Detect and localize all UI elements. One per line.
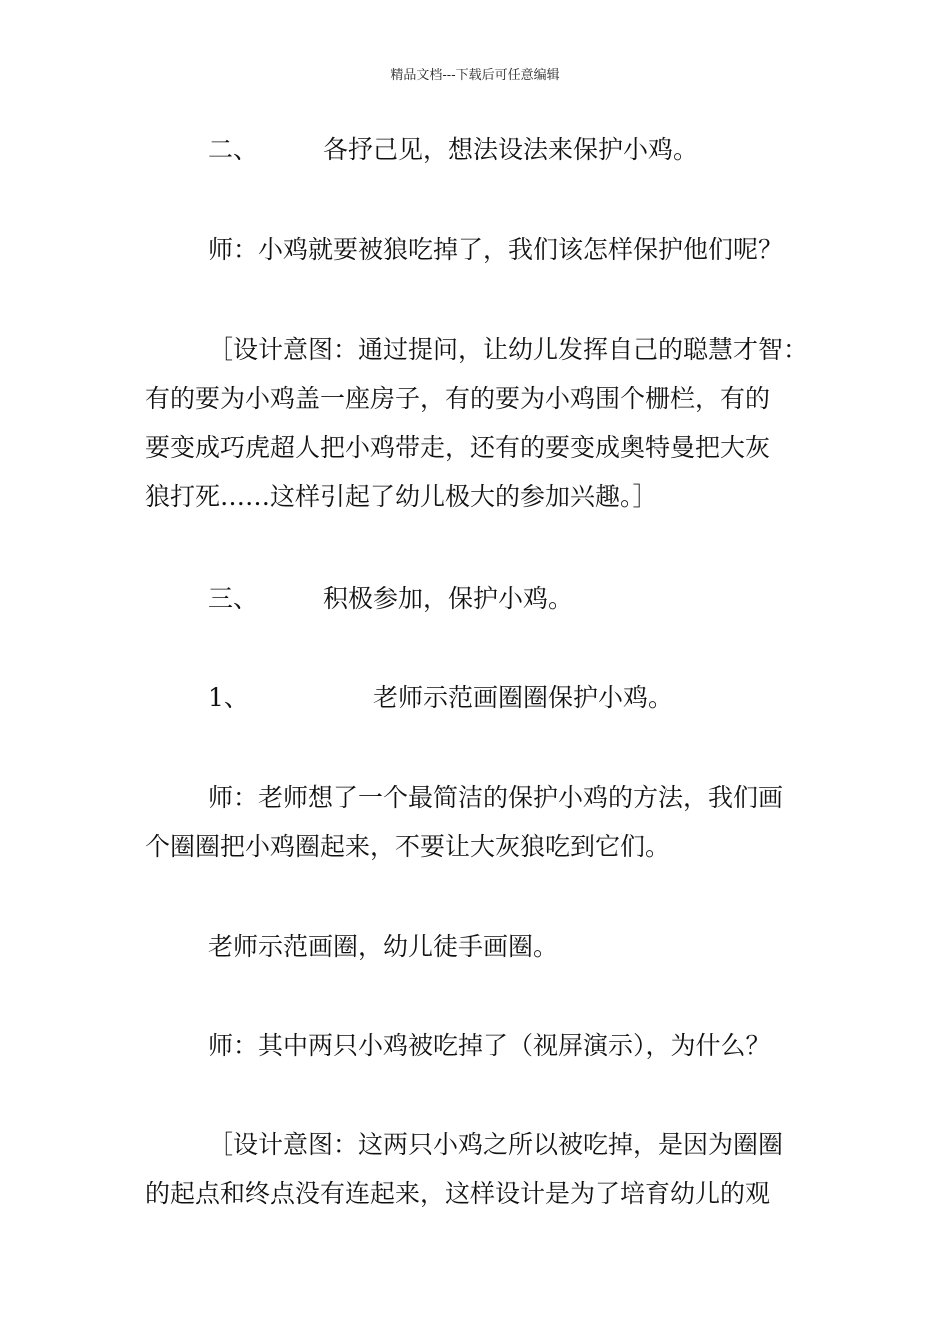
section-number: 三、 <box>208 584 259 613</box>
paragraph-line: ［设计意图：这两只小鸡之所以被吃掉，是因为圈圈 <box>208 1130 784 1159</box>
paragraph-line: 要变成巧虎超人把小鸡带走，还有的要变成奥特曼把大灰 <box>145 433 771 462</box>
section-heading-2 <box>208 126 898 174</box>
subsection-heading-1 <box>208 674 898 722</box>
paragraph-line: ［设计意图：通过提问，让幼儿发挥自己的聪慧才智： <box>208 335 809 364</box>
paragraph-line: 有的要为小鸡盖一座房子，有的要为小鸡围个栅栏，有的 <box>145 384 771 413</box>
paragraph-line: 狼打死……这样引起了幼儿极大的参加兴趣。］ <box>145 482 658 511</box>
paragraph-question-2: 师：其中两只小鸡被吃掉了（视屏演示），为什么？ <box>208 1031 771 1060</box>
paragraph-question: 师：小鸡就要被狼吃掉了，我们该怎样保护他们呢？ <box>208 235 784 264</box>
paragraph-demo: 老师示范画圈，幼儿徒手画圈。 <box>208 932 559 961</box>
paragraph-line: 师：老师想了一个最简洁的保护小鸡的方法，我们画 <box>208 783 784 812</box>
page-header: 精品文档---下载后可任意编辑 <box>390 68 560 83</box>
paragraph-line: 的起点和终点没有连起来，这样设计是为了培育幼儿的观 <box>145 1179 771 1208</box>
subsection-title: 老师示范画圈圈保护小鸡。 <box>373 683 674 712</box>
section-heading-3 <box>208 575 898 623</box>
paragraph-line: 个圈圈把小鸡圈起来，不要让大灰狼吃到它们。 <box>145 832 671 861</box>
section-number: 二、 <box>208 135 259 164</box>
section-title: 各抒己见，想法设法来保护小鸡。 <box>323 135 699 164</box>
section-title: 积极参加，保护小鸡。 <box>323 584 574 613</box>
subsection-number: 1、 <box>208 683 249 712</box>
